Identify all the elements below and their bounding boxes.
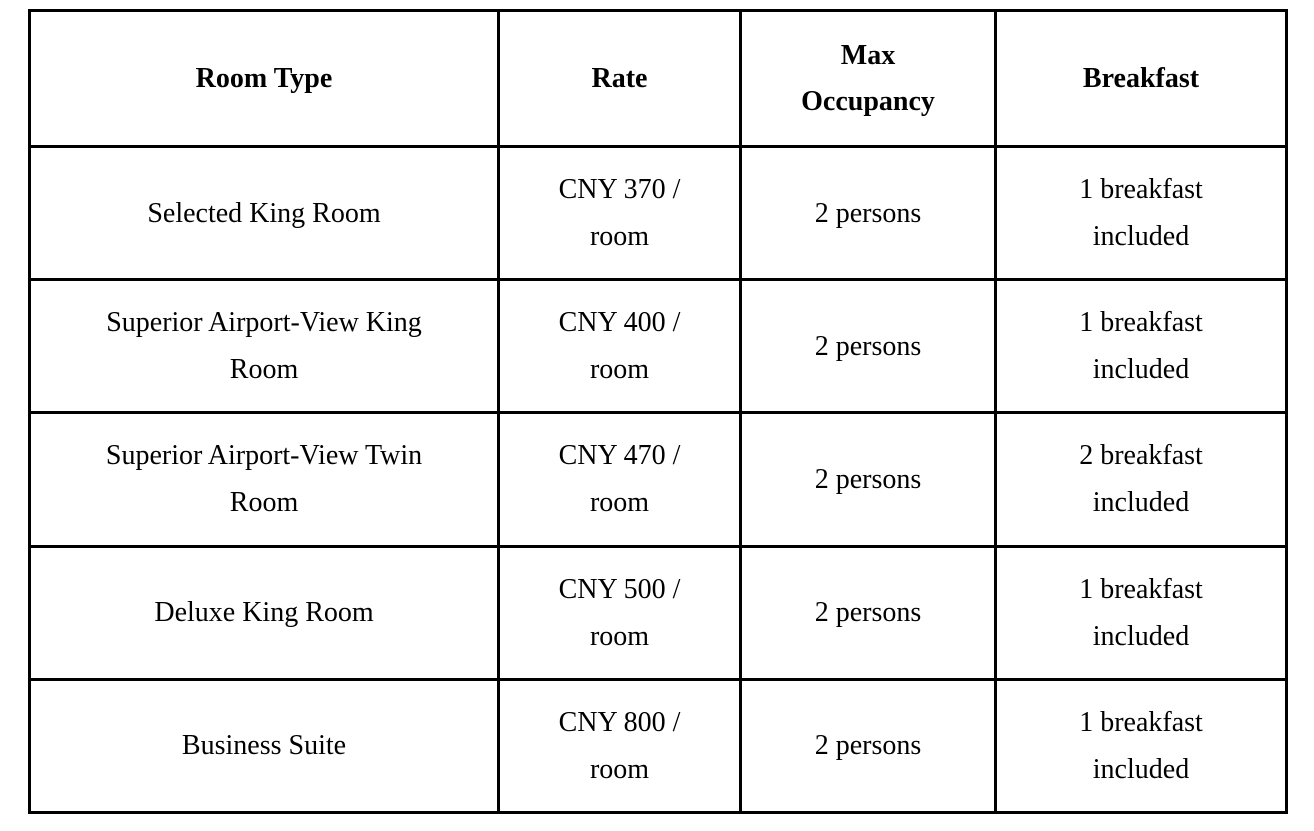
room-rate-table [28, 9, 1288, 814]
header-max-occupancy-label: Max Occupancy [801, 39, 935, 117]
room-type-text: Deluxe King Room [154, 597, 374, 629]
rate-text: CNY 470 / room [558, 440, 681, 519]
header-room-type: Room Type [30, 11, 499, 147]
breakfast-text: 1 breakfast included [1079, 174, 1203, 253]
cell-room-type [30, 280, 499, 413]
cell-max-occupancy: 2 persons [741, 147, 996, 280]
table-row [30, 413, 1287, 546]
breakfast-text: 1 breakfast included [1079, 706, 1203, 785]
cell-breakfast [996, 546, 1287, 679]
cell-rate [499, 147, 741, 280]
cell-room-type [30, 147, 499, 280]
cell-rate [499, 413, 741, 546]
cell-max-occupancy: 2 persons [741, 546, 996, 679]
room-type-text: Business Suite [181, 730, 347, 762]
header-breakfast: Breakfast [996, 11, 1287, 147]
table-row [30, 280, 1287, 413]
rate-text: CNY 500 / room [558, 573, 681, 652]
header-rate: Rate [499, 11, 741, 147]
cell-room-type [30, 413, 499, 546]
room-type-text: Superior Airport-View King Room [106, 307, 422, 386]
table-row [30, 546, 1287, 679]
breakfast-text: 1 breakfast included [1079, 307, 1203, 386]
table-row [30, 147, 1287, 280]
breakfast-text: 2 breakfast included [1079, 440, 1203, 519]
cell-rate [499, 679, 741, 812]
cell-room-type [30, 546, 499, 679]
breakfast-text: 1 breakfast included [1079, 573, 1203, 652]
cell-room-type [30, 679, 499, 812]
rate-text: CNY 370 / room [558, 174, 681, 253]
cell-max-occupancy: 2 persons [741, 280, 996, 413]
rate-text: CNY 800 / room [558, 706, 681, 785]
room-type-text: Superior Airport-View Twin Room [105, 440, 423, 519]
cell-breakfast [996, 413, 1287, 546]
cell-max-occupancy: 2 persons [741, 413, 996, 546]
cell-breakfast [996, 280, 1287, 413]
cell-breakfast [996, 147, 1287, 280]
cell-rate [499, 280, 741, 413]
cell-max-occupancy: 2 persons [741, 679, 996, 812]
table-header-row [30, 11, 1287, 147]
rate-text: CNY 400 / room [558, 307, 681, 386]
header-max-occupancy [741, 11, 996, 147]
room-type-text: Selected King Room [147, 197, 381, 229]
table-row [30, 679, 1287, 812]
cell-rate [499, 546, 741, 679]
cell-breakfast [996, 679, 1287, 812]
